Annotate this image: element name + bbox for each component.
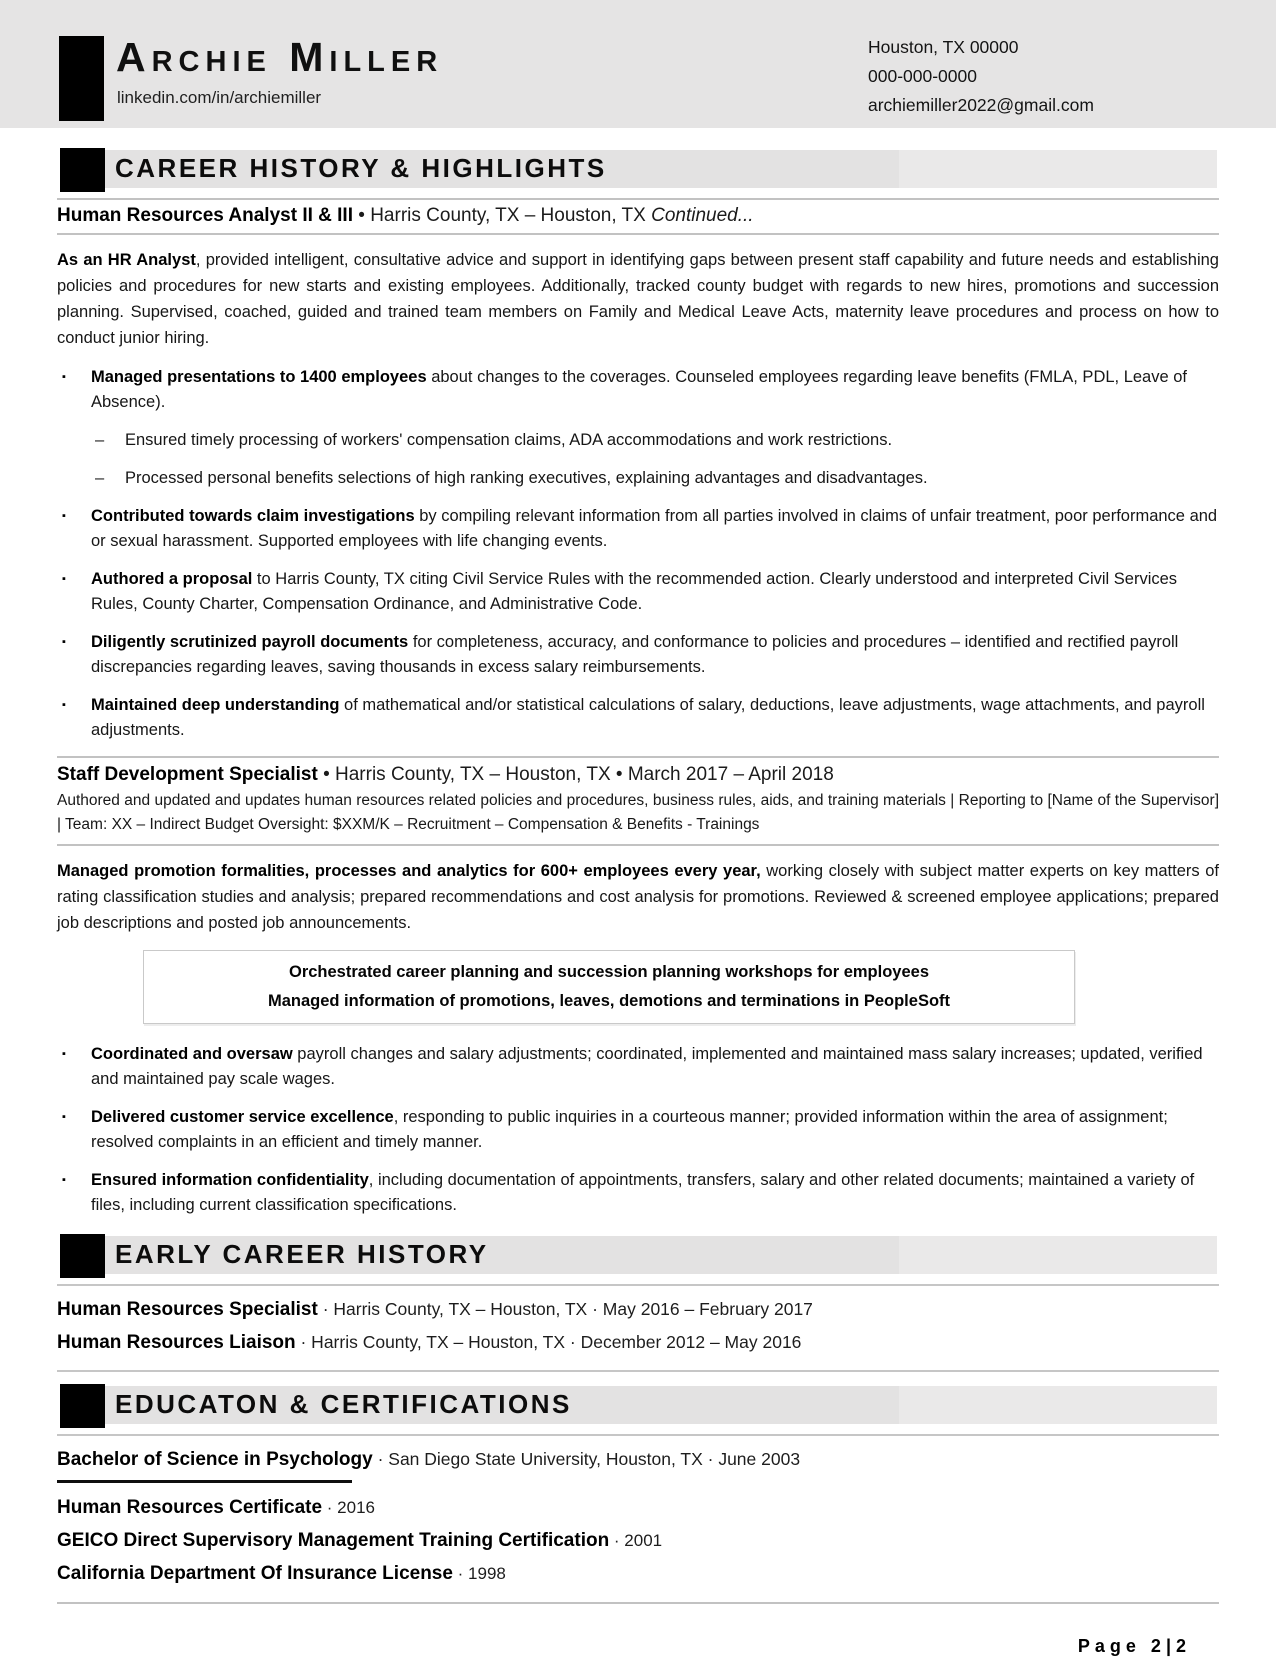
job1-summary-text: , provided intelligent, consultative advice and support in identifying gaps between present staff capability and future needs and establishing policies and procedures for new starts and existing employees. Additionally, tracked county budget with regards to new hires, promotions and succession planning. Supervised, coached, guided and trained team members on Family and Medical Leave Acts, maternity leave procedures and process on how to conduct junior hiring. xyxy=(57,251,1219,347)
bullet-rest: , including documentation of appointments, transfers, salary and other related documents; maintained a variety of files, including current classification specifications. xyxy=(91,1171,1195,1214)
bullet-lead: Managed presentations to 1400 employees xyxy=(91,368,427,386)
bullet-rest: about changes to the coverages. Counseled employees regarding leave benefits (FMLA, PDL, Leave of Absence). xyxy=(91,368,1188,411)
early-job-meta: · Harris County, TX – Houston, TX · December 2012 – May 2016 xyxy=(295,1332,802,1352)
bullet-lead: Delivered customer service excellence xyxy=(91,1108,394,1126)
cert-line xyxy=(57,1524,1219,1557)
divider-line xyxy=(57,1284,1219,1286)
bullet-square-icon: ▪ xyxy=(62,510,66,522)
bullet-rest: payroll changes and salary adjustments; coordinated, implemented and maintained mass salary increases; updated, verified and maintained pay scale wages. xyxy=(91,1045,1203,1088)
bullet-rest: for completeness, accuracy, and conformance to policies and procedures – identified and rectified payroll discrepancies regarding leaves, saving thousands in excess salary reimbursements. xyxy=(91,633,1179,676)
bullet-square-icon: ▪ xyxy=(62,371,66,383)
bullet-square-icon: ▪ xyxy=(62,1048,66,1060)
header-accent-block xyxy=(59,36,104,121)
bullet-item xyxy=(57,1168,1219,1218)
bullet-square-icon: ▪ xyxy=(62,699,66,711)
bullet-square-icon: ▪ xyxy=(62,636,66,648)
divider-line xyxy=(57,1434,1219,1436)
job2-title: Staff Development Specialist xyxy=(57,764,318,785)
candidate-name: Archie Miller xyxy=(116,34,444,80)
early-job-line xyxy=(57,1327,1219,1358)
header-band xyxy=(0,0,1276,128)
bullet-text xyxy=(91,693,1219,743)
contact-email[interactable]: archiemiller2022@gmail.com xyxy=(868,95,1094,115)
cert-line xyxy=(57,1491,1219,1524)
bullet-square-icon: ▪ xyxy=(62,1111,66,1123)
section-title-early: EARLY CAREER HISTORY xyxy=(115,1239,489,1269)
job1-title: Human Resources Analyst II & III xyxy=(57,205,353,226)
bullet-lead: Ensured information confidentiality xyxy=(91,1171,369,1189)
contact-block xyxy=(868,33,1094,120)
degree-title: Bachelor of Science in Psychology xyxy=(57,1449,373,1470)
job2-meta: • Harris County, TX – Houston, TX • March 2017 – April 2018 xyxy=(317,764,834,785)
bullet-lead: Maintained deep understanding xyxy=(91,696,340,714)
divider-line xyxy=(57,1370,1219,1372)
bullet-rest: to Harris County, TX citing Civil Service Rules with the recommended action. Clearly understood and interpreted Civil Services Rules, County Charter, Compensation Ordinance, and Administrative Code. xyxy=(91,570,1178,613)
highlight-line: Orchestrated career planning and succession planning workshops for employees xyxy=(288,963,929,981)
bullet-item xyxy=(57,693,1219,743)
early-job-meta: · Harris County, TX – Houston, TX · May 2016 – February 2017 xyxy=(317,1299,813,1319)
bullet-text xyxy=(91,567,1219,617)
bullet-text xyxy=(91,1105,1219,1155)
job1-title-row xyxy=(57,198,1219,235)
sub-bullet-text: Ensured timely processing of workers' compensation claims, ADA accommodations and work restrictions. xyxy=(125,431,893,449)
early-job-line xyxy=(57,1294,1219,1325)
cert-title: Human Resources Certificate xyxy=(57,1497,323,1518)
bullet-lead: Diligently scrutinized payroll documents xyxy=(91,633,409,651)
job1-continued: Continued... xyxy=(651,205,754,226)
bullet-lead: Authored a proposal xyxy=(91,570,253,588)
job2-summary-text: working closely with subject matter experts on key matters of rating classification studies and analysis; prepared recommendations and cost analysis for promotions. Reviewed & screened employee applications; prepared job descriptions and posted job announcements. xyxy=(57,862,1219,932)
bullet-rest: by compiling relevant information from all parties involved in claims of unfair treatment, poor performance and or sexual harassment. Supported employees with life changing events. xyxy=(91,507,1218,550)
cert-title: California Department Of Insurance License xyxy=(57,1563,453,1584)
contact-phone: 000-000-0000 xyxy=(868,66,977,86)
section-square-icon xyxy=(60,1384,105,1428)
sub-bullet-item xyxy=(95,466,1219,491)
bullet-item xyxy=(57,365,1219,415)
bullet-square-icon: ▪ xyxy=(62,573,66,585)
job2-title-row xyxy=(57,764,1219,786)
section-title-education: EDUCATON & CERTIFICATIONS xyxy=(115,1389,572,1419)
bullet-text xyxy=(91,365,1219,415)
footer-divider-line xyxy=(57,1602,1219,1604)
bullet-lead: Contributed towards claim investigations xyxy=(91,507,415,525)
bullet-item xyxy=(57,1042,1219,1092)
bullet-text xyxy=(91,1042,1219,1092)
early-job-title: Human Resources Liaison xyxy=(57,1332,296,1353)
job1-summary-lead: As an HR Analyst xyxy=(57,251,196,269)
bullet-item xyxy=(57,567,1219,617)
job2-header-block xyxy=(57,756,1219,846)
highlight-box xyxy=(143,950,1075,1024)
bullet-rest: of mathematical and/or statistical calculations of salary, deductions, leave adjustments, wage attachments, and payroll adjustments. xyxy=(91,696,1205,739)
cert-line xyxy=(57,1557,1219,1590)
certifications-list xyxy=(57,1491,1219,1590)
highlight-line: Managed information of promotions, leaves, demotions and terminations in PeopleSoft xyxy=(267,992,951,1010)
section-header-early xyxy=(57,1234,1219,1278)
bullet-rest: , responding to public inquiries in a courteous manner; provided information within the area of assignment; resolved complaints in an efficient and timely manner. xyxy=(91,1108,1168,1151)
bullet-lead: Coordinated and oversaw xyxy=(91,1045,293,1063)
section-title-career: CAREER HISTORY & HIGHLIGHTS xyxy=(115,153,607,183)
contact-location: Houston, TX 00000 xyxy=(868,37,1019,57)
cert-title: GEICO Direct Supervisory Management Training Certification xyxy=(57,1530,610,1551)
sub-bullet-text: Processed personal benefits selections of high ranking executives, explaining advantages and disadvantages. xyxy=(125,469,928,487)
degree-underline xyxy=(57,1480,352,1483)
cert-year: · 1998 xyxy=(452,1564,506,1583)
dash-icon: – xyxy=(95,469,105,487)
job2-summary-lead: Managed promotion formalities, processes and analytics for 600+ employees every year, xyxy=(57,862,761,880)
job2-subtitle: Authored and updated and updates human resources related policies and procedures, business rules, aids, and training materials | Reporting to [Name of the Supervisor] | Team: XX – Indirect Budget Oversight: $XXM/K – Recruitment – Compensation & Benefits - Trainings xyxy=(57,792,1219,833)
early-job-title: Human Resources Specialist xyxy=(57,1299,318,1320)
content-column xyxy=(57,128,1219,1657)
bullet-item xyxy=(57,504,1219,554)
job1-bullet-list xyxy=(57,365,1219,743)
job1-meta: • Harris County, TX – Houston, TX xyxy=(353,205,652,226)
bullet-text xyxy=(91,1168,1219,1218)
job2-summary xyxy=(57,858,1219,936)
bullet-square-icon: ▪ xyxy=(62,1174,66,1186)
degree-line xyxy=(57,1444,1219,1475)
section-header-education xyxy=(57,1384,1219,1428)
bullet-item xyxy=(57,1105,1219,1155)
bullet-text xyxy=(91,504,1219,554)
cert-year: · 2016 xyxy=(322,1498,375,1517)
linkedin-link[interactable]: linkedin.com/in/archiemiller xyxy=(117,88,322,107)
job1-summary xyxy=(57,247,1219,351)
bullet-text xyxy=(91,630,1219,680)
page-number: Page 2|2 xyxy=(1077,1636,1191,1656)
section-square-icon xyxy=(60,1234,105,1278)
cert-year: · 2001 xyxy=(609,1531,663,1550)
job2-bullet-list xyxy=(57,1042,1219,1218)
bullet-item xyxy=(57,630,1219,680)
dash-icon: – xyxy=(95,431,105,449)
section-header-career xyxy=(57,148,1219,192)
section-square-icon xyxy=(60,148,105,192)
degree-meta: · San Diego State University, Houston, TX · June 2003 xyxy=(372,1449,801,1469)
sub-bullet-item xyxy=(95,428,1219,453)
